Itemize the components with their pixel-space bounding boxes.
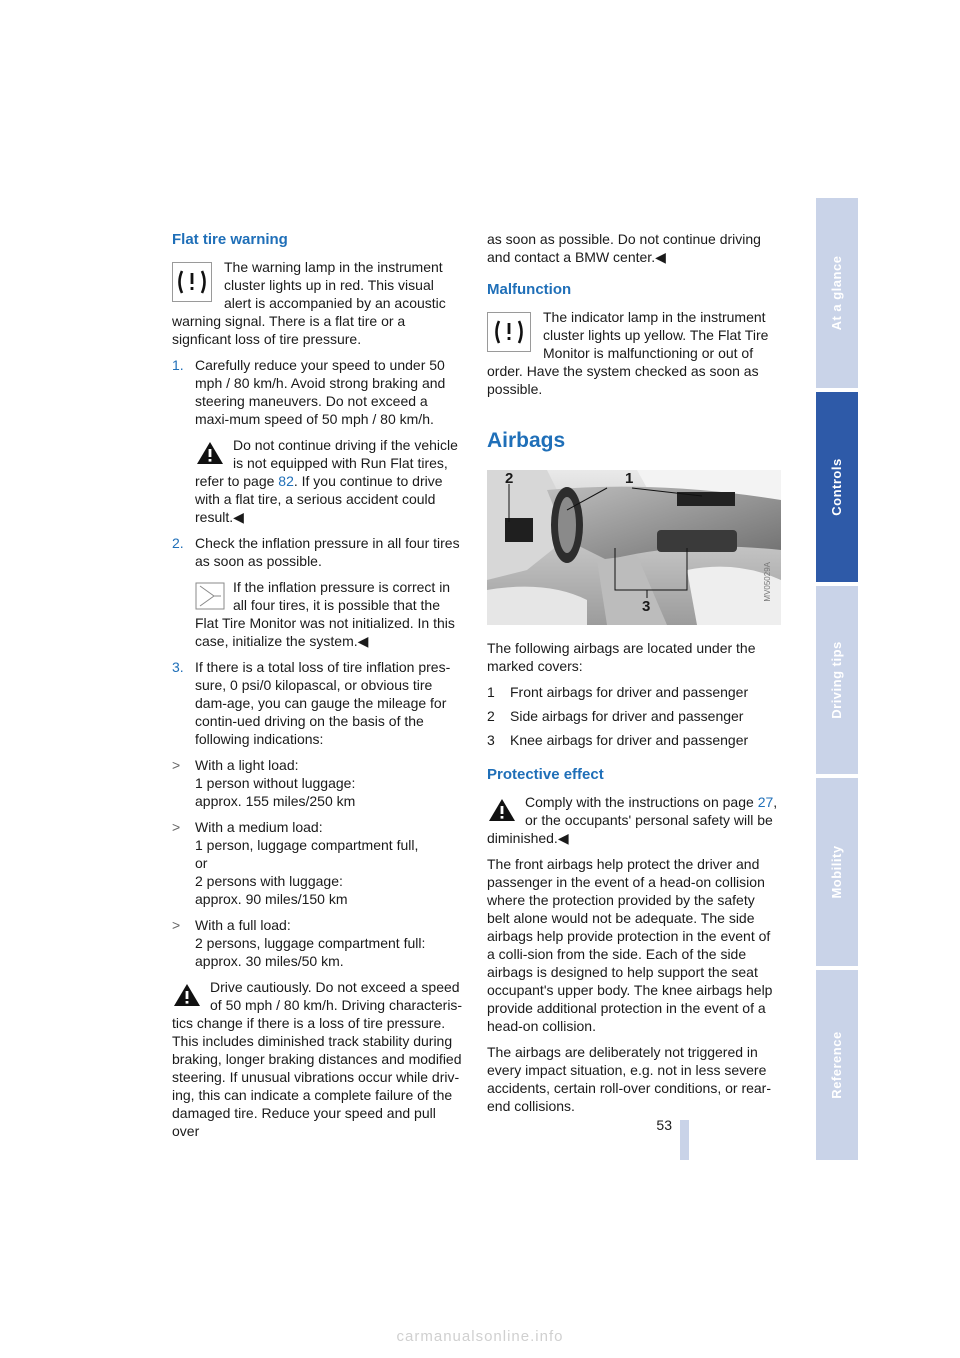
end-mark: ◀ — [655, 249, 666, 265]
section-sidebar — [816, 198, 858, 1160]
prot-warning-text-a: Comply with the instructions on page — [525, 794, 758, 810]
load-bullet-medium — [172, 818, 464, 908]
full-load-line-1: With a full load: — [195, 917, 291, 933]
figure-label-1: 1 — [625, 470, 634, 487]
bullet-mark: > — [172, 819, 181, 835]
light-load-line-3: approx. 155 miles/250 km — [195, 793, 356, 809]
warning-note-instructions — [487, 793, 781, 847]
airbag-list — [487, 683, 781, 749]
full-load-line-3: approx. 30 miles/50 km. — [195, 953, 344, 969]
warning-triangle-icon — [487, 797, 517, 823]
tab-mobility[interactable]: Mobility — [816, 778, 858, 966]
airbags-heading: Airbags — [487, 429, 566, 452]
warning-run-flat-text-a: Do not continue driving if the vehicle is not equipped with Run Flat tires, refer to page — [195, 437, 458, 489]
load-bullet-full — [172, 916, 464, 970]
medium-load-line-3: or — [195, 855, 208, 871]
airbag-locations-figure — [487, 470, 781, 625]
full-load-line-2: 2 persons, luggage compartment full: — [195, 935, 426, 951]
medium-load-line-5: approx. 90 miles/150 km — [195, 891, 348, 907]
figure-label-3: 3 — [642, 598, 651, 615]
list-item — [487, 707, 781, 725]
step-3 — [172, 658, 464, 748]
watermark: carmanualsonline.info — [396, 1328, 564, 1345]
step-2 — [172, 534, 464, 570]
protective-effect-heading: Protective effect — [487, 766, 604, 783]
medium-load-line-2: 1 person, luggage compartment full, — [195, 837, 419, 853]
end-mark: ◀ — [233, 509, 244, 525]
protective-paragraph-1: The front airbags help protect the driver and passenger in the event of a head-on collision where the protection provided by the safety belt alone would not be adequate. The side airbags help provide protection in the event of a colli-sion from the side. Each of the side airbags is designed to help support the seat occupant's upper body. The knee airbags help provide additional protection in the event of a head-on collision. — [487, 856, 773, 1034]
right-column — [487, 230, 781, 1123]
tab-driving-tips[interactable]: Driving tips — [816, 586, 858, 774]
list-item-number: 1 — [487, 684, 495, 700]
step-3-number: 3. — [172, 659, 184, 675]
list-item — [487, 731, 781, 749]
load-bullet-light — [172, 756, 464, 810]
step-1 — [172, 356, 464, 428]
end-mark: ◀ — [357, 633, 369, 649]
bullet-mark: > — [172, 757, 181, 773]
end-mark: ◀ — [557, 830, 569, 846]
step-3-text: If there is a total loss of tire inflation pres-sure, 0 psi/0 kilopascal, or obvious tire dam-age, you can gauge the mileage for contin-ued driving on the basis of the following indications: — [195, 659, 451, 747]
step-2-number: 2. — [172, 535, 184, 551]
warning-note-run-flat — [172, 436, 464, 526]
medium-load-line-1: With a medium load: — [195, 819, 323, 835]
list-item-number: 2 — [487, 708, 495, 724]
warning-triangle-icon — [195, 440, 225, 466]
figure-code: MV05029A — [763, 562, 772, 602]
step-1-number: 1. — [172, 357, 184, 373]
list-item-text: Front airbags for driver and passenger — [510, 684, 749, 700]
airbags-intro-text: The following airbags are located under the marked covers: — [487, 640, 756, 674]
tab-at-a-glance[interactable]: At a glance — [816, 198, 858, 388]
flat-tire-warning-heading: Flat tire warning — [172, 231, 288, 248]
left-column — [172, 230, 464, 1140]
warning-triangle-icon — [172, 982, 202, 1008]
info-note-initialize — [172, 578, 464, 650]
info-note-text: If the inflation pressure is correct in all four tires, it is possible that the Flat Tire Monitor was not initialized. In this case, initialize the system. — [195, 579, 455, 649]
page-link-27[interactable]: 27 — [757, 794, 774, 810]
list-item-text: Side airbags for driver and passenger — [510, 708, 744, 724]
car-interior-illustration — [487, 470, 781, 625]
drive-cautiously-text: Drive cautiously. Do not exceed a speed of 50 mph / 80 km/h. Driving characteris-tics change if there is a loss of tire pressure. This includes diminished track stability during braking, longer braking distances and modified steering. If unusual vibrations occur while driv-ing, this can indicate a complete failure of the damaged tire. Reduce your speed and pull over — [172, 979, 463, 1139]
page-number-bar — [680, 1120, 689, 1160]
note-icon — [195, 582, 225, 610]
flat-tire-warning-lamp-icon — [172, 262, 212, 302]
warning-run-flat-text-b: . If you continue to drive with a flat tire, a serious accident could result. — [195, 473, 443, 525]
prot-warning-text-b: , or the occupants' personal safety will be diminished. — [487, 794, 778, 846]
warning-note-drive-cautiously — [172, 978, 464, 1140]
page-link-82[interactable]: 82 — [278, 473, 294, 489]
light-load-line-2: 1 person without luggage: — [195, 775, 356, 791]
flat-tire-intro-text: The warning lamp in the instrument cluster lights up in red. This visual alert is accompanied by an acoustic warning signal. There is a flat tire or a signficant loss of tire pressure. — [172, 259, 446, 347]
protective-paragraph-2: The airbags are deliberately not triggered in every impact situation, e.g. not in less severe accidents, certain roll-over conditions, or rear-end collisions. — [487, 1044, 772, 1114]
list-item-number: 3 — [487, 732, 495, 748]
medium-load-line-4: 2 persons with luggage: — [195, 873, 343, 889]
tire-monitor-indicator-icon — [487, 312, 531, 352]
list-item-text: Knee airbags for driver and passenger — [510, 732, 749, 748]
list-item — [487, 683, 781, 701]
page-number: 53 — [656, 1117, 672, 1133]
tab-controls[interactable]: Controls — [816, 392, 858, 582]
malfunction-heading: Malfunction — [487, 281, 572, 298]
continuation-text: as soon as possible. Do not continue driving and contact a BMW center.◀ — [487, 231, 761, 265]
tab-reference[interactable]: Reference — [816, 970, 858, 1160]
malfunction-text: The indicator lamp in the instrument cluster lights up yellow. The Flat Tire Monitor is malfunctioning or out of order. Have the system checked as soon as possible. — [487, 309, 769, 397]
step-1-text: Carefully reduce your speed to under 50 mph / 80 km/h. Avoid strong braking and steering maneuvers. Do not exceed a maxi-mum speed of 50 mph / 80 km/h. — [195, 357, 446, 427]
bullet-mark: > — [172, 917, 181, 933]
figure-label-2: 2 — [505, 470, 514, 487]
step-2-text: Check the inflation pressure in all four tires as soon as possible. — [195, 535, 460, 569]
light-load-line-1: With a light load: — [195, 757, 299, 773]
